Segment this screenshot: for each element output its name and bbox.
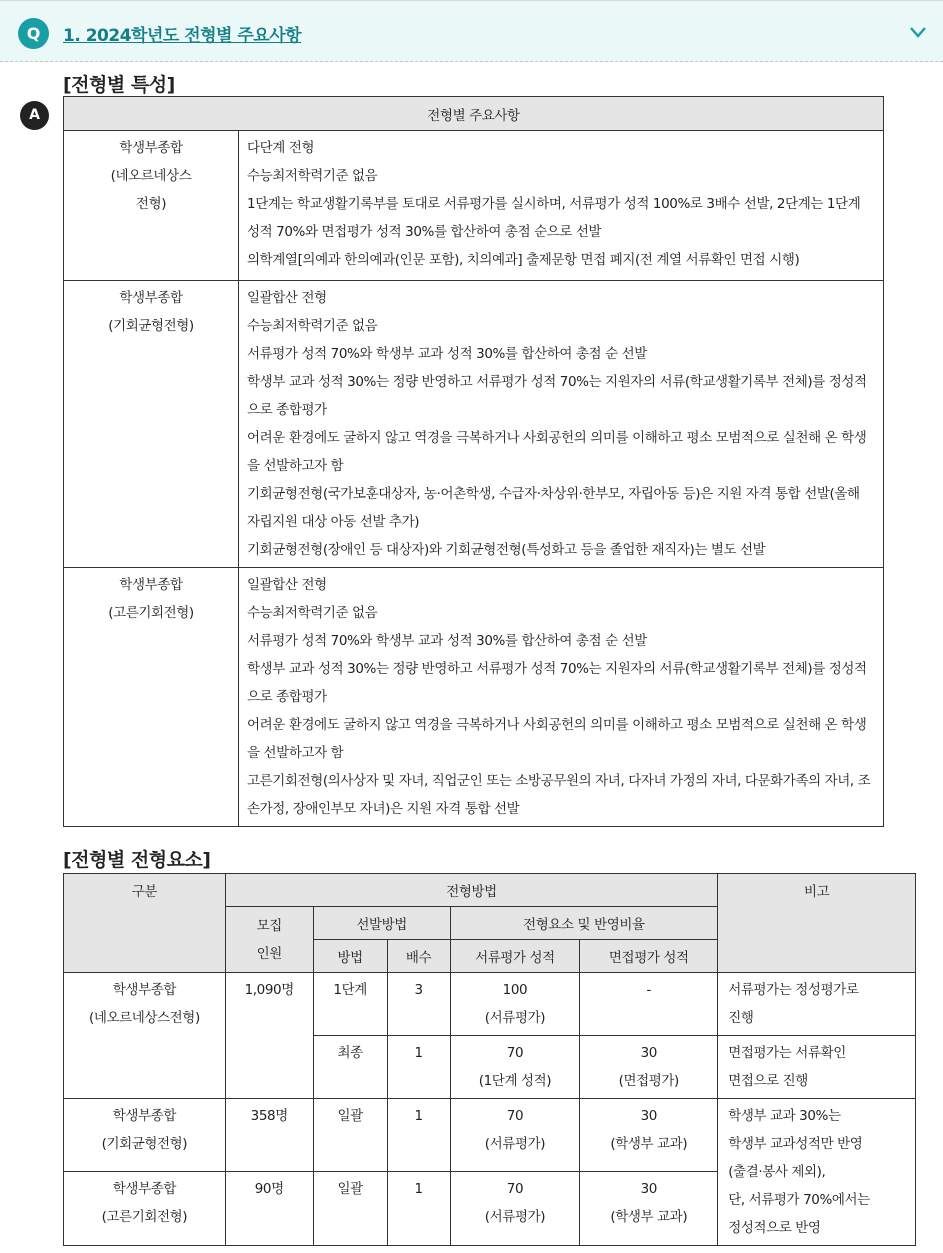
cell-text: 70 [506,1180,524,1197]
table-row [64,131,884,281]
cell-text: (기회균형전형) [101,1136,188,1152]
header-recruit [225,907,313,973]
header-interview: 면접평가 성적 [580,940,718,973]
multiple: 1 [387,1036,450,1099]
cell-text: (서류평가) [484,1208,546,1225]
multiple: 1 [387,1099,450,1172]
header-elements: 전형요소 및 반영비율 [450,907,718,940]
cell-text: 30 [640,1180,657,1197]
stage: 1단계 [313,973,387,1036]
header-note: 비고 [718,874,916,973]
cell-text: (서류평가) [484,1010,546,1026]
header-how: 방법 [313,940,387,973]
a-badge: A [20,101,49,130]
cell-text: 서류평가는 정성평가로 [728,982,859,998]
cell-text: 70 [506,1108,524,1124]
type-name: 학생부종합 [119,290,183,306]
type-name: (네오르네상스 [110,168,192,184]
cell-text: 30 [640,1108,657,1124]
cell-text: 면접평가는 서류확인 [728,1045,846,1061]
recruit-count: 1,090명 [225,973,313,1099]
table-header: 전형별 주요사항 [64,97,884,131]
detail-line: 수능최저학력기준 없음 [247,168,378,184]
cell-text: (1단계 성적) [478,1073,552,1089]
recruit-count: 90명 [225,1171,313,1245]
type-name: 전형) [135,196,167,212]
header-multiple: 배수 [387,940,450,973]
cell-text: 학생부종합 [112,1180,176,1197]
cell-text: - [646,982,652,998]
header-method: 전형방법 [225,874,717,907]
q-badge: Q [18,18,49,49]
detail-line: 학생부 교과 성적 30%는 정량 반영하고 서류평가 성적 70%는 지원자의 서류(학교생활기록부 전체)를 정성적으로 종합평가 [247,374,867,418]
cell-text: 정성적으로 반영 [728,1220,821,1236]
cell-text: 100 [502,982,528,998]
table-row [64,281,884,568]
type-name: 학생부종합 [119,577,183,593]
table-row [64,973,916,1036]
detail-line: 일괄합산 전형 [247,290,327,306]
detail-line: 의학계열[의예과 한의예과(인문 포함), 치의예과] 출제문항 면접 폐지(전 계열 서류확인 면접 시행) [247,252,800,268]
cell-text: 학생부종합 [112,982,176,998]
characteristics-table [63,96,884,827]
cell-text: (학생부 교과) [610,1208,688,1225]
type-name: (고른기회전형) [108,605,194,621]
cell-text: (고른기회전형) [101,1208,188,1225]
cell-text: (면접평가) [618,1073,679,1089]
cell-text: 30 [640,1045,657,1061]
detail-line: 다단계 전형 [247,140,315,156]
header-doc: 서류평가 성적 [450,940,580,973]
section-title-characteristics: [전형별 특성] [63,74,175,96]
cell-text: 학생부종합 [112,1108,176,1124]
detail-line: 서류평가 성적 70%와 학생부 교과 성적 30%를 합산하여 총점 순 선발 [247,346,647,362]
detail-line: 기회균형전형(장애인 등 대상자)와 기회균형전형(특성화고 등을 졸업한 재직자)는 별도 선발 [247,542,766,558]
stage: 최종 [313,1036,387,1099]
detail-line: 1단계는 학교생활기록부를 토대로 서류평가를 실시하며, 서류평가 성적 100%로 3배수 선발, 2단계는 1단계 성적 70%와 면접평가 성적 30%를 합산하여 총점 순으로 선발 [247,196,861,240]
section-title-elements: [전형별 전형요소] [63,849,211,871]
cell-text: (학생부 교과) [610,1136,688,1152]
detail-line: 어려운 환경에도 굴하지 않고 역경을 극복하거나 사회공헌의 의미를 이해하고 평소 모범적으로 실천해 온 학생을 선발하고자 함 [247,430,867,474]
header-selection: 선발방법 [313,907,450,940]
cell-text: (네오르네상스전형) [88,1010,200,1026]
cell-text: 단, 서류평가 70%에서는 [728,1192,870,1208]
table-row [64,568,884,827]
chevron-down-icon[interactable] [907,21,929,43]
detail-line: 수능최저학력기준 없음 [247,605,378,621]
faq-question-header[interactable] [0,0,943,62]
question-title-link[interactable]: 1. 2024학년도 전형별 주요사항 [63,26,302,46]
type-name: 학생부종합 [119,140,183,156]
cell-text: 학생부 교과성적만 반영 [728,1136,863,1152]
table-row [64,1099,916,1172]
detail-line: 서류평가 성적 70%와 학생부 교과 성적 30%를 합산하여 총점 순 선발 [247,633,647,649]
multiple: 3 [387,973,450,1036]
header-category: 구분 [64,874,226,973]
detail-line: 일괄합산 전형 [247,577,327,593]
elements-table [63,873,916,1246]
multiple: 1 [387,1171,450,1245]
cell-text: 면접으로 진행 [728,1073,808,1089]
detail-line: 수능최저학력기준 없음 [247,318,378,334]
stage: 일괄 [313,1099,387,1172]
detail-line: 고른기회전형(의사상자 및 자녀, 직업군인 또는 소방공무원의 자녀, 다자녀 가정의 자녀, 다문화가족의 자녀, 조손가정, 장애인부모 자녀)은 지원 자격 통합 선발 [247,773,871,817]
header-text: 인원 [256,945,282,962]
cell-text: 학생부 교과 30%는 [728,1108,841,1124]
cell-text: (출결·봉사 제외), [728,1164,826,1180]
cell-text: 진행 [728,1010,754,1026]
stage: 일괄 [313,1171,387,1245]
cell-text: 70 [506,1045,524,1061]
detail-line: 기회균형전형(국가보훈대상자, 농·어촌학생, 수급자·차상위·한부모, 자립아동 등)은 지원 자격 통합 선발(올해 자립지원 대상 아동 선발 추가) [247,486,860,530]
detail-line: 학생부 교과 성적 30%는 정량 반영하고 서류평가 성적 70%는 지원자의 서류(학교생활기록부 전체)를 정성적으로 종합평가 [247,661,867,705]
recruit-count: 358명 [225,1099,313,1172]
cell-text: (서류평가) [484,1136,546,1152]
detail-line: 어려운 환경에도 굴하지 않고 역경을 극복하거나 사회공헌의 의미를 이해하고 평소 모범적으로 실천해 온 학생을 선발하고자 함 [247,717,867,761]
type-name: (기회균형전형) [108,318,194,334]
header-text: 모집 [256,917,282,934]
